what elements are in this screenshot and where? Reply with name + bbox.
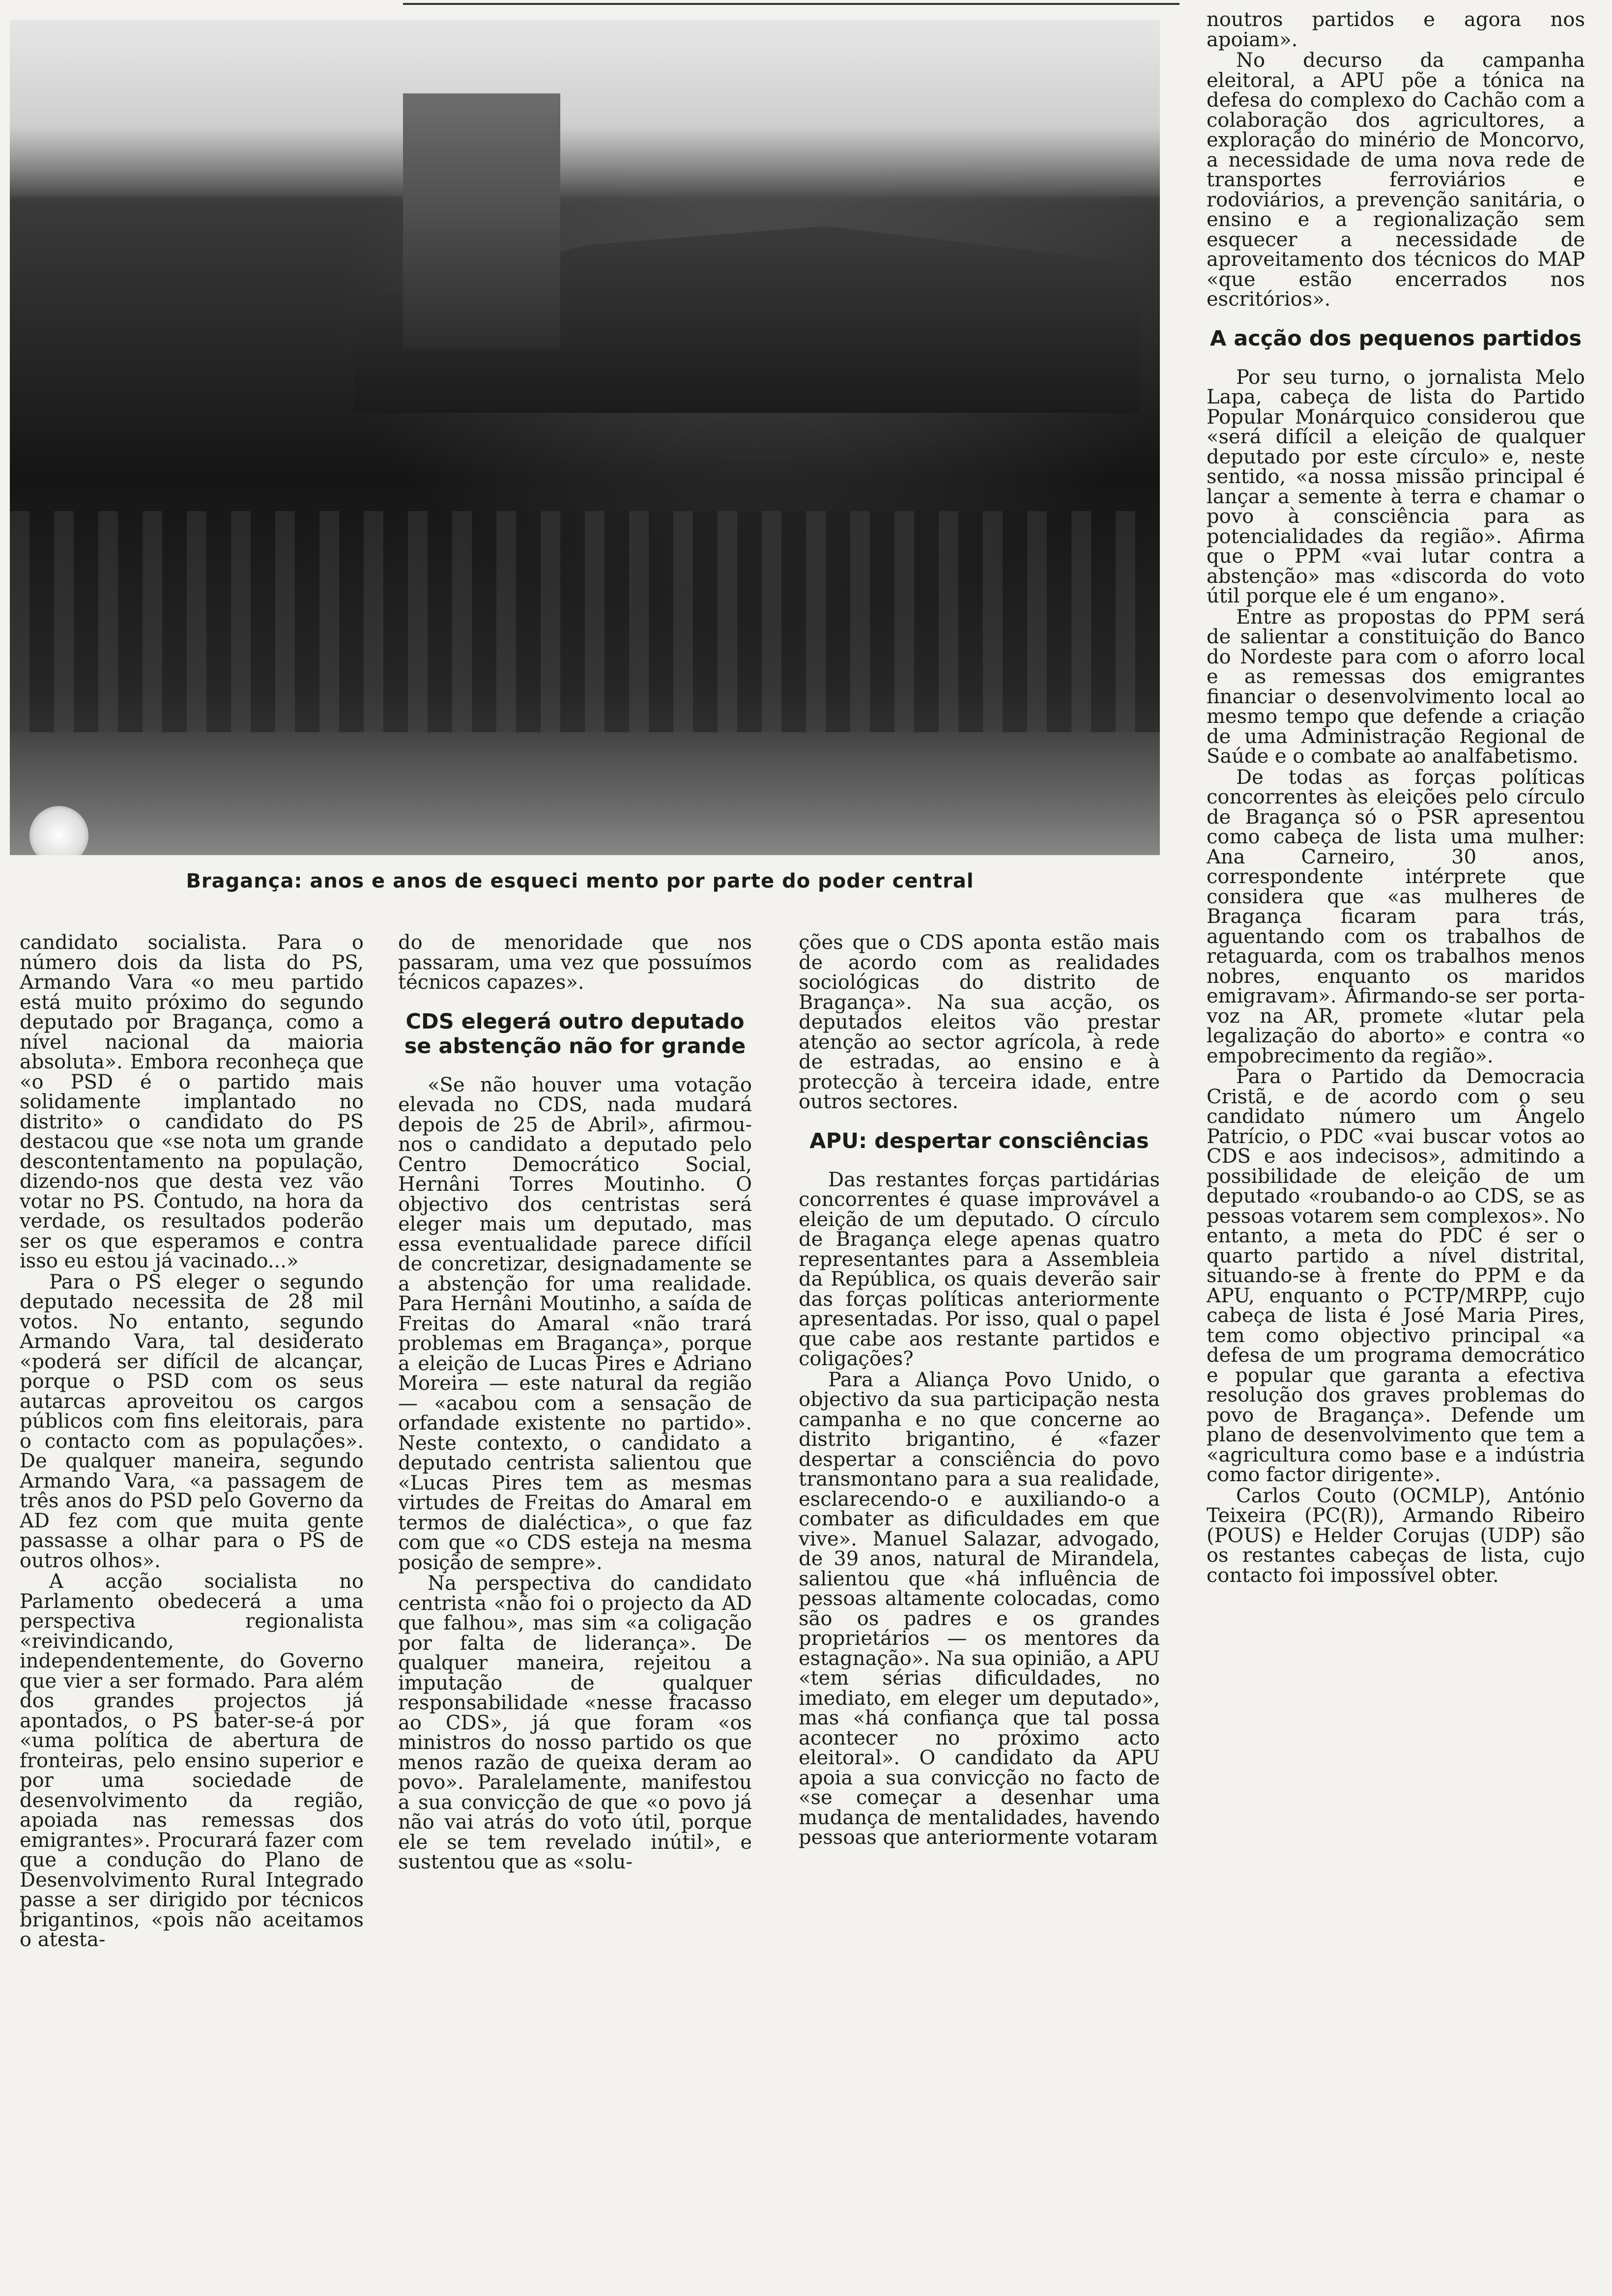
article-column-2 <box>398 933 752 1872</box>
paragraph: Das restantes forças partidárias concorrentes é quase improvável a eleição de um deputado. O círculo de Bragança elege apenas quatro representantes para a Assembleia da República, os quais deverão sair das forças políticas anteriormente apresentadas. Por isso, qual o papel que cabe aos restante partidos e coligações? <box>799 1168 1160 1370</box>
paragraph: A acção socialista no Parlamento obedecerá a uma perspectiva regionalista «reivindicando, independentemente, do Governo que vier a ser formado. Para além dos grandes projectos já apontados, o PS bater-se-á por «uma política de abertura de fronteiras, pelo ensino superior e por uma sociedade de desenvolvimento da região, apoiada nas remessas dos emigrantes». Procurará fazer com que a condução do Plano de Desenvolvimento Rural Integrado passe a ser dirigido por técnicos brigantinos, «pois não aceitamos o atesta- <box>20 1570 364 1951</box>
top-rule <box>403 3 1180 5</box>
paragraph: Entre as propostas do PPM será de salientar a constituição do Banco do Nordeste para com o aforro local e as remessas dos emigrantes financiar o desenvolvimento local ao mesmo tempo que defende a criação de uma Administração Regional de Saúde e o combate ao analfabetismo. <box>1207 605 1585 768</box>
photo-sky <box>10 20 1160 197</box>
paragraph: Na perspectiva do candidato centrista «não foi o projecto da AD que falhou», mas sim «a coligação por falta de liderança». De qualquer maneira, rejeitou a imputação de qualquer responsabilidade «nesse fracasso ao CDS», já que foram «os ministros do nosso partido os que menos razão de queixa deram ao povo». Paralelamente, manifestou a sua convicção de que «o povo já não vai atrás do voto útil, porque ele se tem revelado inútil», e sustentou que as «solu- <box>398 1572 752 1873</box>
section-heading-small-parties: A acção dos pequenos partidos <box>1209 326 1582 351</box>
paragraph: De todas as forças políticas concorrentes às eleições pelo círculo de Bragança só o PSR apresentou como cabeça de lista uma mulher: Ana Carneiro, 30 anos, correspondente intérprete que considera que «as mulheres de Bragança ficaram para trás, aguentando com os trabalhos de retaguarda, com os trabalhos menos nobres, enquanto os maridos emigravam». Afirmando-se ser porta-voz na AR, promete «lutar pela legalização do aborto» e contra «o empobrecimento da região». <box>1207 766 1585 1067</box>
paragraph: do de menoridade que nos passaram, uma vez que possuímos técnicos capazes». <box>398 931 752 994</box>
photo-wall <box>10 511 1160 757</box>
paragraph: Para o PS eleger o segundo deputado necessita de 28 mil votos. No entanto, segundo Armando Vara, tal desiderato «poderá ser difícil de alcançar, porque o PSD com os seus autarcas aproveitou os cargos públicos com fins eleitorais, para o contacto com as populações». De qualquer maneira, segundo Armando Vara, «a passagem de três anos do PSD pelo Governo da AD fez com que muita gente passasse a olhar para o PS de outros olhos». <box>20 1270 364 1572</box>
paragraph: Para a Aliança Povo Unido, o objectivo da sua participação nesta campanha e no que concerne ao distrito brigantino, é «fazer despertar a consciência do povo transmontano para a sua realidade, esclarecendo-o e auxiliando-o a combater as dificuldades em que vive». Manuel Salazar, advogado, de 39 anos, natural de Mirandela, salientou que «há influência de pessoas altamente colocadas, como são os padres e os grandes proprietários — os mentores da estagnação». Na sua opinião, a APU «tem sérias dificuldades, no imediato, em eleger um deputado», mas «há confiança que tal possa acontecer no próximo acto eleitoral». O candidato da APU apoia a sua convicção no facto de «se começar a desenhar uma mudança de mentalidades, havendo pessoas que anteriormente votaram <box>799 1368 1160 1849</box>
paragraph: candidato socialista. Para o número dois da lista do PS, Armando Vara «o meu partido está muito próximo do segundo deputado por Bragança, como a nível nacional da maioria absoluta». Embora reconheça que «o PSD é o partido mais solidamente implantado no distrito» o candidato do PS destacou que «se nota um grande descontentamento na população, dizendo-nos que desta vez vão votar no PS. Contudo, na hora da verdade, os resultados poderão ser os que esperamos e contra isso eu estou já vacinado...» <box>20 931 364 1272</box>
paragraph: Para o Partido da Democracia Cristã, e de acordo com o seu candidato número um Ângelo Patrício, o PDC «vai buscar votos ao CDS e aos indecisos», admitindo a possibilidade de eleição de um deputado «roubando-o ao CDS, se as pessoas votarem sem complexos». No entanto, a meta do PDC é ser o quarto partido a nível distrital, situando-se à frente do PPM e da APU, enquanto o PCTP/MRPP, cujo cabeça de lista é José Maria Pires, tem como objectivo principal «a defesa de um programa democrático e popular que garanta a efectiva resolução dos graves problemas do povo de Bragança». Defende um plano de desenvolvimento que tem a «agricultura como base e a indústria como factor dirigente». <box>1207 1065 1585 1486</box>
section-heading-cds: CDS elegerá outro deputado se abstenção não for grande <box>404 1009 746 1059</box>
article-column-3 <box>799 933 1160 1848</box>
photo-braganca-castle <box>10 20 1160 855</box>
photo-ground <box>10 732 1160 855</box>
paragraph: noutros partidos e agora nos apoiam». <box>1207 8 1585 51</box>
article-column-1 <box>20 933 364 1950</box>
photo-castle-tower <box>403 93 560 349</box>
section-heading-apu: APU: despertar consciências <box>809 1128 1149 1153</box>
paragraph: «Se não houver uma votação elevada no CDS, nada mudará depois de 25 de Abril», afirmou-nos o candidato a deputado pelo Centro Democrático Social, Hernâni Torres Moutinho. O objectivo dos centristas será eleger mais um deputado, mas essa eventualidade parece difícil de concretizar, designadamente se a abstenção for uma realidade. Para Hernâni Moutinho, a saída de Freitas do Amaral «não trará problemas em Bragança», porque a eleição de Lucas Pires e Adriano Moreira — este natural da região — «acabou com a sensação de orfandade existente no partido». Neste contexto, o candidato a deputado centrista salientou que «Lucas Pires tem as mesmas virtudes de Freitas do Amaral em termos de dialéctica», o que faz com que «o CDS esteja na mesma posição de sempre». <box>398 1073 752 1574</box>
photo-caption: Bragança: anos e anos de esqueci mento por parte do poder central <box>186 870 974 892</box>
paragraph: ções que o CDS aponta estão mais de acordo com as realidades sociológicas do distrito de Bragança». Na sua acção, os deputados eleitos vão prestar atenção ao sector agrícola, à rede de estradas, ao ensino e à protecção à terceira idade, entre outros sectores. <box>799 931 1160 1113</box>
paragraph: No decurso da campanha eleitoral, a APU põe a tónica na defesa do complexo do Cachão com a colaboração dos agricultores, a exploração do minério de Moncorvo, a necessidade de uma nova rede de transportes ferroviários e rodoviários, a prevenção sanitária, o ensino e a regionalização sem esquecer a necessidade de aproveitamento dos técnicos do MAP «que estão encerrados nos escritórios». <box>1207 49 1585 311</box>
article-column-4 <box>1207 10 1585 1585</box>
paragraph: Por seu turno, o jornalista Melo Lapa, cabeça de lista do Partido Popular Monárquico considerou que «será difícil a eleição de qualquer deputado por este círculo» e, neste sentido, «a nossa missão principal é lançar a semente à terra e chamar o povo à consciência para as potencialidades da região». Afirma que o PPM «vai lutar contra a abstenção» mas «discorda do voto útil porque ele é um engano». <box>1207 366 1585 607</box>
paragraph: Carlos Couto (OCMLP), António Teixeira (PC(R)), Armando Ribeiro (POUS) e Helder Corujas (UDP) são os restantes cabeças de lista, cujo contacto foi impossível obter. <box>1207 1484 1585 1587</box>
